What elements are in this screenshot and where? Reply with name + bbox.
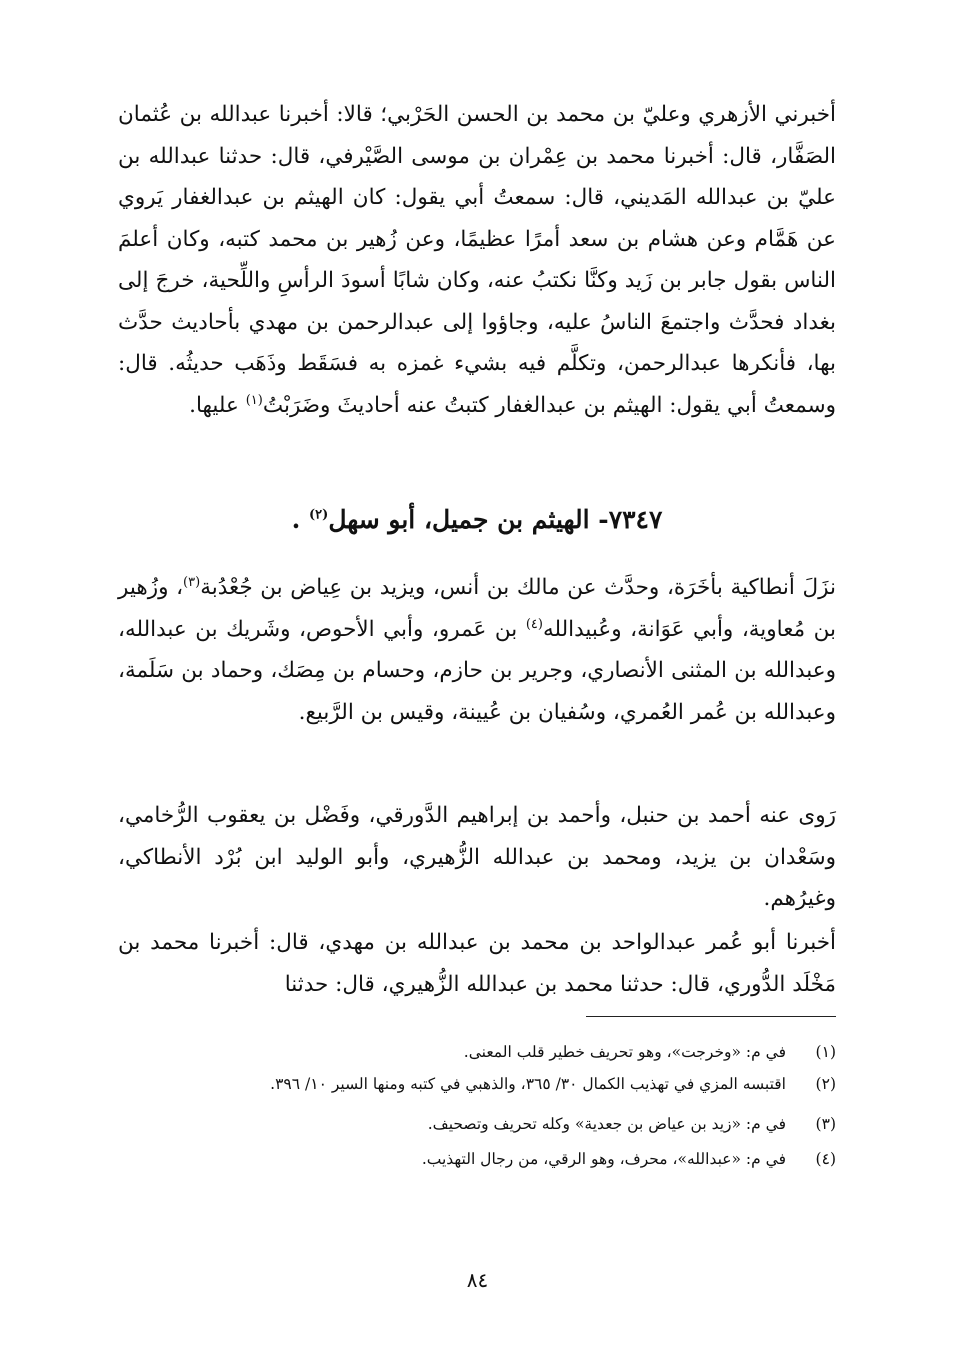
footnote-1 (118, 1036, 836, 1068)
footnote-divider (586, 1016, 836, 1017)
paragraph-text: رَوى عنه أحمد بن حنبل، وأحمد بن إبراهيم الدَّورقي، وفَضْل بن يعقوب الرُّخامي، وسَعْدان بن يزيد، ومحمد بن عبدالله الزُّهيري، وأبو الوليد ابن بُرْد الأنطاكي، وغيرُهم. (118, 803, 836, 911)
paragraph-chain (118, 922, 836, 1005)
paragraph-text: أخبرني الأزهري وعليّ بن محمد بن الحسن الحَرْبي؛ قالا: أخبرنا عبدالله بن عُثمان الصَفَّار، قال: أخبرنا محمد بن عِمْران بن موسى الصَّيْرفي، قال: حدثنا عبدالله بن عليّ بن عبدالله المَديني، قال: سمعتُ أبي يقول: كان الهيثم بن عبدالغفار يَروي عن هَمَّام وعن هشام بن سعد أمرًا عظيمًا، وعن زُهير بن محمد كتبه، وكان أعلمَ الناس بقول جابر بن زَيد وكنَّا نكتبُ عنه، وكان شابًا أسودَ الرأسِ واللِّحية، خرجَ إلى بغداد فحدَّث واجتمعَ الناسُ عليه، وجاؤوا إلى عبدالرحمن بن مهدي بأحاديث حدَّث بها، فأنكرها عبدالرحمن، وتكلَّم فيه بشيء غمزه به فسَقَط وذَهَب حديثُه. قال: وسمعتُ أبي يقول: الهيثم بن عبدالغفار كتبتُ عنه أحاديثَ وضَرَبْتُ (118, 102, 836, 418)
paragraph-biography (118, 567, 836, 733)
paragraph-text: عليها. (189, 392, 239, 418)
footnote-marker-2: (٢) (309, 507, 329, 523)
footnote-text: في م: «وخرجت»، وهو تحريف خطير قلب المعنى. (463, 1043, 786, 1061)
footnote-3 (118, 1108, 836, 1140)
paragraph-text: أخبرنا أبو عُمر عبدالواحد بن محمد بن عبدالله بن مهدي، قال: أخبرنا محمد بن مَخْلَد الدُّوري، قال: حدثنا محمد بن عبدالله الزُّهيري، قال: حدثنا (118, 930, 836, 997)
footnote-marker-1: (١) (245, 392, 263, 408)
paragraph-text: ، وزُهير بن مُعاوية، وأبي عَوَانة، وعُبيدالله (118, 575, 836, 642)
paragraph-narrators (118, 795, 836, 920)
footnote-2 (118, 1068, 836, 1100)
entry-heading (118, 498, 836, 542)
entry-heading-trail: . (291, 505, 301, 534)
footnote-text: في م: «عبدالله»، محرف، وهو الرقي، من رجال التهذيب. (421, 1150, 786, 1168)
footnote-4 (118, 1143, 836, 1175)
paragraph-text: نزَلَ أنطاكية بأخَرَة، وحدَّث عن مالك بن أنس، ويزيد بن عِياض بن جُعْدُبة (200, 575, 836, 600)
footnote-number: (٤) (815, 1150, 836, 1168)
footnote-text: اقتبسه المزي في تهذيب الكمال ٣٠/ ٣٦٥، والذهبي في كتبه ومنها السير ١٠/ ٣٩٦. (270, 1075, 786, 1093)
footnote-number: (١) (815, 1043, 836, 1061)
footnote-number: (٢) (815, 1075, 836, 1093)
paragraph-narration (118, 94, 836, 426)
footnote-text: في م: «زيد بن عياض بن جعدية» وكله تحريف وتصحيف. (427, 1115, 786, 1133)
footnote-marker-3: (٣) (183, 574, 201, 590)
footnote-marker-4: (٤) (525, 616, 543, 632)
footnote-number: (٣) (815, 1115, 836, 1133)
paragraph-text: بن عَمرو، وأبي الأحوص، وشَريك بن عبدالله، وعبدالله بن المثنى الأنصاري، وجرير بن حازم، وحسام بن مِصَك، وحماد بن سَلَمة، وعبدالله بن عُمر العُمري، وسُفيان بن عُيينة، وقيس بن الرَّبيع. (118, 616, 836, 725)
entry-heading-text: ٧٣٤٧- الهيثم بن جميل، أبو سهل (328, 505, 663, 534)
page-number: ٨٤ (466, 1268, 489, 1292)
